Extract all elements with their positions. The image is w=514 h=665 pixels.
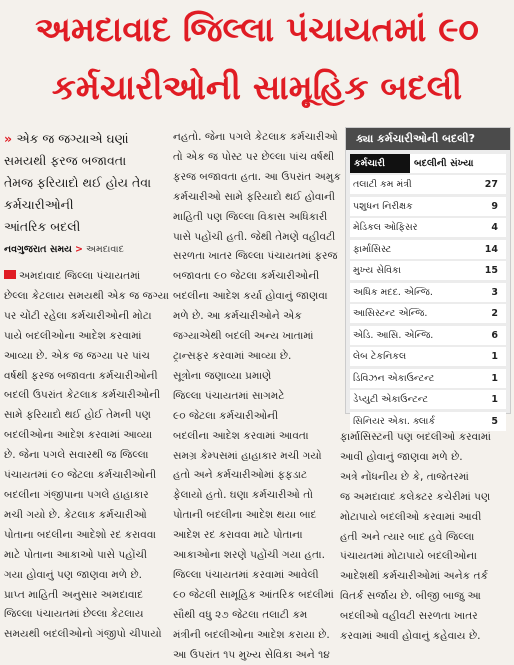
article-line: આવ્યા છે. એક જ જગ્યા પર પાંચ (4, 349, 150, 362)
article-line: છે. જેના પગલે સવારથી જ જિલ્લા (4, 449, 149, 462)
subheading-line: આંતરિક બદલી (4, 219, 81, 234)
subheading-line: સમયથી ફરજ બજાવતા (4, 153, 127, 168)
transfer-summary-box (345, 127, 511, 427)
row-count: 6 (491, 329, 498, 341)
row-count: 1 (491, 372, 498, 384)
table-row (350, 369, 506, 388)
table-row (350, 197, 506, 216)
article-line: જિલ્લા પંચાયતમાં છેલ્લા કેટલાય (4, 608, 144, 621)
table-row (350, 304, 506, 323)
row-count: 2 (491, 308, 498, 319)
article-line: માટે પોતાના આકાઓ પાસે પહોંચી (4, 548, 147, 561)
article-line: નહતો. જેના પગલે કેટલાક કર્મચારીઓ (173, 131, 338, 143)
double-chevron-icon: » (4, 131, 17, 146)
row-count: 1 (491, 351, 498, 362)
article-line: વિતર્ક સર્જાય છે. બીજી બાજુ આ (340, 590, 481, 603)
article-line: બદલીના આદેશ કર્યા હોવાનું જાણવા (173, 290, 328, 303)
article-column-2 (173, 128, 341, 665)
row-label: તલાટી કમ મંત્રી (353, 179, 412, 190)
article-line: સમયથી બદલીઓનો ગંજીપો ચીપાયો (4, 628, 162, 641)
header-employee: કર્મચારી (350, 154, 410, 173)
row-label: લેબ ટેકનિકલ (353, 351, 407, 362)
article-line: કરવામાં આવી હોવાનું કહેવાય છે. (340, 630, 481, 643)
article-line: જિલ્લા પંચાયતમાં સાગમટે (173, 389, 285, 402)
row-count: 3 (491, 286, 498, 298)
subheading-line: કર્મચારીઓની (4, 197, 74, 212)
row-label: આસિસ્ટન્ટ એન્જિ. (353, 308, 428, 319)
article-line: પોતાની બદલીના આદેશ થયા બાદ (173, 509, 317, 522)
article-line: તો એક જ પોસ્ટ પર છેલ્લા પાંચ વર્ષથી (173, 150, 335, 163)
article-line: પર ચોંટી રહેલા કર્મચારીઓની મોટા (4, 309, 152, 322)
row-count: 14 (484, 243, 498, 255)
article-line: કર્મચારીઓ સામે ફરિયાદો થઈ હોવાની (173, 190, 336, 203)
row-count: 4 (491, 222, 498, 233)
article-line: આ ઉપરાંત ૧૫ મુખ્ય સેવિકા અને ૧૪ (173, 648, 330, 661)
article-line: સરળતા ખાતર જિલ્લા પંચાયતમાં ફરજ (173, 250, 338, 263)
byline-separator: > (74, 244, 83, 255)
article-line: હતો અને કર્મચારીઓમાં ફફડાટ (173, 469, 308, 482)
article-line: હતી અને ત્યાર બાદ હવે જિલ્લા (340, 530, 475, 543)
article-line: પંચાયતમાં મોટાપાયે બદલીઓના (340, 550, 477, 563)
article-line: આદેશ રદ કરાવવા માટે પોતાના (173, 529, 303, 542)
row-label: મેડિકલ ઓફિસર (353, 222, 418, 233)
article-line: જ અમદાવાદ કલેક્ટર કચેરીમાં પણ (340, 490, 491, 503)
article-line: આદેશથી કર્મચારીઓમાં અનેક તર્ક (340, 570, 488, 583)
article-line: પાયે બદલીઓના આદેશ કરવામાં (4, 329, 142, 342)
article-line: સૌથી વધુ ૨૭ જેટલા તલાટી કમ (173, 608, 308, 621)
box-table-body (346, 175, 510, 431)
subheading-line: તેમજ ફરિયાદો થઈ હોય તેવા (4, 175, 152, 190)
headline-line-1: અમદાવાદ જિલ્લા પંચાયતમાં ૯૦ (35, 10, 479, 50)
headline-line-2: કર્મચારીઓની સામૂહિક બદલી (51, 68, 463, 108)
row-label: સિનિયર એકા. ક્લાર્ક (353, 415, 436, 427)
article-line: જગ્યાએથી બદલી અન્ય ખાતામાં (173, 330, 314, 343)
table-row (350, 261, 506, 280)
article-line: ગયા હોવાનું પણ જાણવા મળે છે. (4, 568, 143, 581)
box-title: ક્યા કર્મચારીઓની બદલી? (346, 128, 510, 150)
article-line: પાસે પહોંચી હતી. જેથી તેમણે વહીવટી (173, 230, 336, 243)
article-line: સમગ્ર કેમ્પસમાં હાહાકાર મચી ગયો (173, 449, 322, 462)
red-marker-icon (4, 270, 16, 279)
table-row (350, 390, 506, 409)
row-count: 1 (491, 394, 498, 405)
article-line: આવી હોવાનું જાણવા મળે છે. (340, 450, 463, 463)
article-line: પંચાયતમાં ૯૦ જેટલા કર્મચારીઓની (4, 469, 157, 482)
article-line: પ્રાપ્ત માહિતી અનુસાર અમદાવાદ (4, 588, 144, 601)
article-line: ફરજ બજાવતા હતા. આ ઉપરાંત અમુક (173, 170, 341, 183)
row-label: મુખ્ય સેવિકા (353, 265, 402, 276)
article-line: અત્રે નોંધનીય છે કે, તાજેતરમાં (340, 470, 469, 483)
article-line: બદલીઓના આદેશ કરવામાં આવ્યા (4, 429, 153, 442)
row-label: પશુધન નિરીક્ષક (353, 200, 413, 212)
table-row (350, 347, 506, 366)
article-line: બદલીઓ વહીવટી સરળતા ખાતર (340, 610, 478, 623)
article-line: ટ્રાન્સફર કરવામાં આવ્યા છે. (173, 349, 292, 362)
article-line: મોટાપાયે બદલીઓ કરવામાં આવી (340, 510, 482, 523)
article-line: ફેલાયો હતો. ઘણા કર્મચારીઓ તો (173, 489, 313, 502)
row-label: ડેપ્યુટી એકાઉન્ટન્ટ (353, 394, 429, 405)
row-label: એડિ. આસિ. એન્જિ. (353, 329, 434, 341)
table-row (350, 283, 506, 302)
byline (4, 244, 124, 255)
article-line: પોતાના બદલીના આદેશો રદ કરાવવા (4, 528, 157, 541)
article-line: ફાર્માસિસ્ટની પણ બદલીઓ કરવામાં (340, 431, 491, 443)
article-line: બદલી ઉપરાંત કેટલાક કર્મચારીઓની (4, 389, 161, 402)
row-count: 27 (484, 179, 498, 190)
article-line: માહિતી પણ જિલ્લા વિકાસ અધિકારી (173, 210, 328, 223)
article-line: આકાઓના શરણે પહોંચી ગયા હતા. (173, 549, 325, 562)
article-line: મચી ગયો છે. કેટલાક કર્મચારીઓ (4, 508, 147, 521)
byline-city: અમદાવાદ (85, 244, 124, 255)
row-count: 5 (491, 415, 498, 427)
table-row (350, 412, 506, 431)
article-line: સામે ફરિયાદો થઈ હોઈ તેમની પણ (4, 409, 151, 422)
article-line: ૯૦ જેટલા કર્મચારીઓની (173, 409, 279, 422)
box-table-header (350, 154, 506, 173)
byline-org: નવગુજરાત સમય (4, 244, 72, 255)
article-line: છેલ્લા કેટલાય સમયથી એક જ જગ્યા (4, 289, 170, 302)
table-row (350, 218, 506, 237)
table-row (350, 326, 506, 345)
row-label: ડિવિઝન એકાઉન્ટન્ટ (353, 372, 435, 384)
article-line: બજાવતા ૯૦ જેટલા કર્મચારીઓની (173, 270, 320, 283)
article-column-3 (340, 428, 512, 647)
article-line: બદલીના આદેશ કરવામાં આવતા (173, 429, 309, 442)
header-count: બદલીની સંખ્યા (410, 154, 506, 173)
row-label: ફાર્માસિસ્ટ (353, 243, 392, 255)
article-line: અમદાવાદ જિલ્લા પંચાયતમાં (4, 267, 168, 287)
row-label: અધિક મદદ. એન્જિ. (353, 286, 433, 298)
article-line: બદલીના ગંજીપાના પગલે હાહાકાર (4, 488, 149, 501)
article-line: મળે છે. આ કર્મચારીઓને એક (173, 310, 302, 323)
row-count: 15 (484, 265, 498, 276)
article-line: ૯૦ જેટલી સામૂહિક આંતરિક બદલીમાં (173, 588, 334, 601)
article-line: મંત્રીની બદલીઓના આદેશ કરાયા છે. (173, 628, 330, 641)
row-count: 9 (491, 200, 498, 212)
article-line: જિલ્લા પંચાયતમાં કરવામાં આવેલી (173, 568, 319, 581)
subheading (4, 128, 164, 238)
article-column-1 (4, 267, 168, 645)
article-line: સૂત્રોના જણાવ્યા પ્રમાણે (173, 369, 272, 382)
table-row (350, 240, 506, 259)
table-row (350, 175, 506, 194)
subheading-line: » એક જ જગ્યાએ ઘણાં (4, 131, 129, 146)
article-line: વર્ષથી ફરજ બજાવતા કર્મચારીઓની (4, 369, 158, 382)
